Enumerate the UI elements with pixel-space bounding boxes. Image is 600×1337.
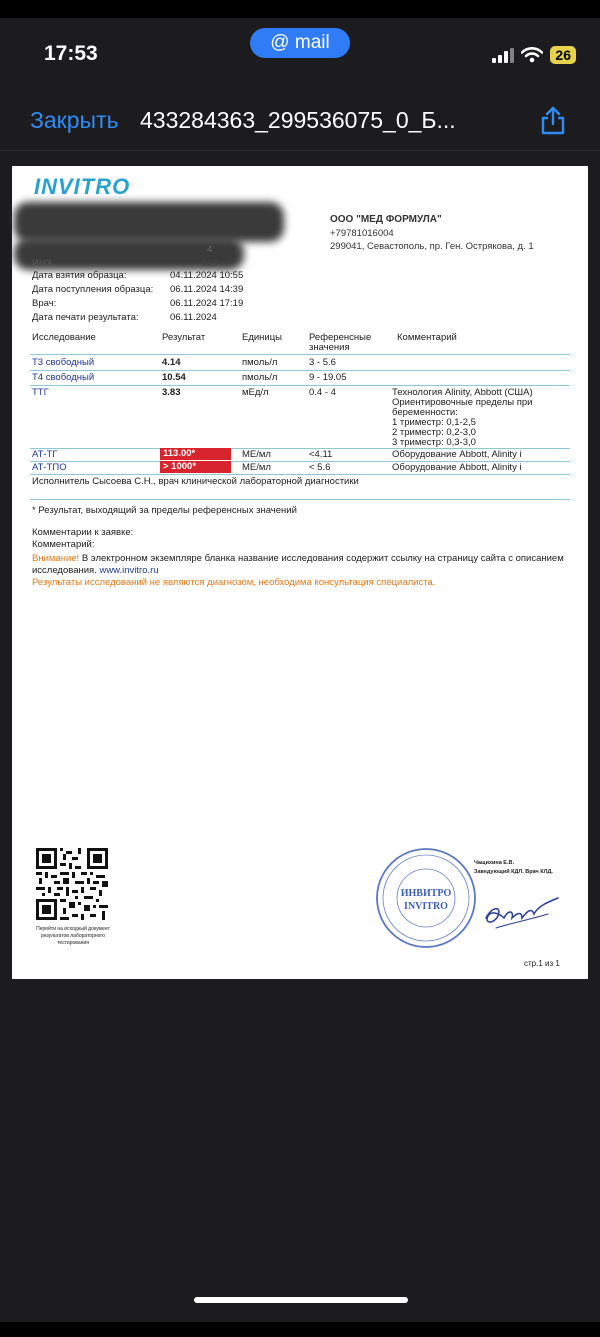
- row-result: 3.83: [162, 387, 181, 398]
- divider: [30, 385, 570, 386]
- row-result: 4.14: [162, 357, 181, 368]
- divider: [30, 370, 570, 371]
- ttg-note: беременности:: [392, 407, 458, 418]
- home-indicator[interactable]: [194, 1297, 408, 1303]
- meta-value: 06.11.2024 17:19: [170, 298, 244, 309]
- status-icons: [492, 44, 576, 66]
- row-result-flagged: 113.00*: [160, 448, 231, 460]
- row-ref: 3 - 5.6: [309, 357, 336, 368]
- invitro-link[interactable]: www.invitro.ru: [99, 565, 159, 576]
- footnote: * Результат, выходящий за пределы референсных значений: [32, 505, 297, 516]
- meta-label: Врач:: [32, 298, 57, 309]
- stamp-text-ru: ИНВИТРО: [400, 888, 452, 899]
- battery-icon: 26: [550, 46, 576, 64]
- header-ref: [309, 333, 371, 353]
- row-unit: МЕ/мл: [242, 449, 271, 460]
- header-units: Единицы: [242, 332, 283, 343]
- invitro-logo: INVITRO: [34, 174, 131, 199]
- ttg-note: 1 триместр: 0,1-2,5: [392, 417, 476, 428]
- performer: Исполнитель Сысоева С.Н., врач клинической лабораторной диагностики: [32, 476, 359, 487]
- warning-label: Внимание!: [32, 553, 80, 564]
- signer-name: Чащихина Е.В.: [474, 860, 514, 866]
- row-name[interactable]: Т4 свободный: [32, 372, 95, 383]
- comments: Комментарий:: [32, 539, 95, 550]
- row-result: 10.54: [162, 372, 186, 383]
- row-comment: Оборудование Abbott, Alinity i: [392, 449, 522, 460]
- top-black-strip: [0, 0, 600, 18]
- signer-block: [474, 859, 553, 877]
- disclaimer: Результаты исследований не являются диагнозом, необходима консультация специалиста.: [32, 577, 436, 588]
- warning-text: [32, 553, 572, 577]
- row-name[interactable]: ТТГ: [32, 387, 49, 398]
- lab-name: ООО "МЕД ФОРМУЛА": [330, 214, 442, 225]
- document-title: 433284363_299536075_0_Б...: [140, 107, 456, 133]
- qr-code-icon[interactable]: [36, 848, 108, 920]
- meta-value: 04.11.2024 10:55: [170, 270, 244, 281]
- row-unit: пмоль/л: [242, 372, 278, 383]
- meta-value: 06.11.2024 14:39: [170, 284, 244, 295]
- row-name[interactable]: АТ-ТПО: [32, 462, 67, 473]
- header-result: Результат: [162, 332, 206, 343]
- header-ref-line2: значения: [309, 342, 350, 353]
- meta-label: Дата поступления образца:: [32, 284, 154, 295]
- partial-row-label: ИНЗ: [32, 258, 52, 269]
- row-comment: Оборудование Abbott, Alinity i: [392, 462, 522, 473]
- row-name[interactable]: АТ-ТГ: [32, 449, 58, 460]
- lab-address: 299041, Севастополь, пр. Ген. Острякова, д. 1: [330, 241, 534, 252]
- divider: [30, 499, 570, 500]
- meta-value: 06.11.2024: [170, 312, 217, 323]
- row-ref: 9 - 19.05: [309, 372, 347, 383]
- header-study: Исследование: [32, 332, 96, 343]
- signature-icon: [478, 884, 562, 932]
- row-ref: <4.11: [309, 449, 333, 460]
- navigation-bar: [0, 95, 600, 151]
- signal-icon: [492, 47, 514, 63]
- meta-label: Дата взятия образца:: [32, 270, 127, 281]
- header-comment: Комментарий: [397, 332, 457, 343]
- status-time: 17:53: [44, 42, 98, 65]
- signer-title: Заведующий КДЛ. Врач КЛД.: [474, 869, 553, 875]
- stamp-text-en: INVITRO: [404, 901, 448, 912]
- row-comment: Технология Alinity, Abbott (США): [392, 387, 533, 398]
- row-unit: МЕ/мл: [242, 462, 271, 473]
- comments-request: Комментарии к заявке:: [32, 527, 134, 538]
- close-button[interactable]: Закрыть: [30, 107, 119, 133]
- row-unit: пмоль/л: [242, 357, 278, 368]
- ttg-note: 3 триместр: 0,3-3,0: [392, 437, 476, 448]
- page-number: стр.1 из 1: [524, 959, 560, 968]
- qr-caption: Перейти на исходный документ результатов лабораторного тестирования: [36, 926, 110, 946]
- meta-label: Дата печати результата:: [32, 312, 139, 323]
- divider: [30, 354, 570, 355]
- row-name[interactable]: Т3 свободный: [32, 357, 95, 368]
- wifi-icon: [521, 47, 543, 63]
- ttg-note: Ориентировочные пределы при: [392, 397, 533, 408]
- share-icon[interactable]: [538, 105, 568, 135]
- row-ref: 0.4 - 4: [309, 387, 336, 398]
- warning-body: В электронном экземпляре бланка название исследования содержит ссылку на страницу сайта с описанием исследования.: [32, 553, 564, 576]
- date-fragment: 4: [207, 244, 213, 255]
- row-result-flagged: > 1000*: [160, 461, 231, 473]
- ttg-note: 2 триместр: 0,2-3,0: [392, 427, 476, 438]
- lab-phone: +79781016004: [330, 228, 394, 239]
- header-ref-line1: Референсные: [309, 332, 372, 343]
- row-ref: < 5.6: [309, 462, 331, 473]
- invitro-stamp-icon: [374, 846, 478, 950]
- bottom-black-strip: [0, 1322, 600, 1337]
- mail-pill[interactable]: @ mail: [250, 28, 350, 58]
- divider: [30, 474, 570, 475]
- pdf-page[interactable]: [12, 166, 588, 979]
- redacted-area: [14, 202, 284, 242]
- row-unit: мЕд/л: [242, 387, 269, 398]
- id-fragment: 363: [202, 258, 218, 269]
